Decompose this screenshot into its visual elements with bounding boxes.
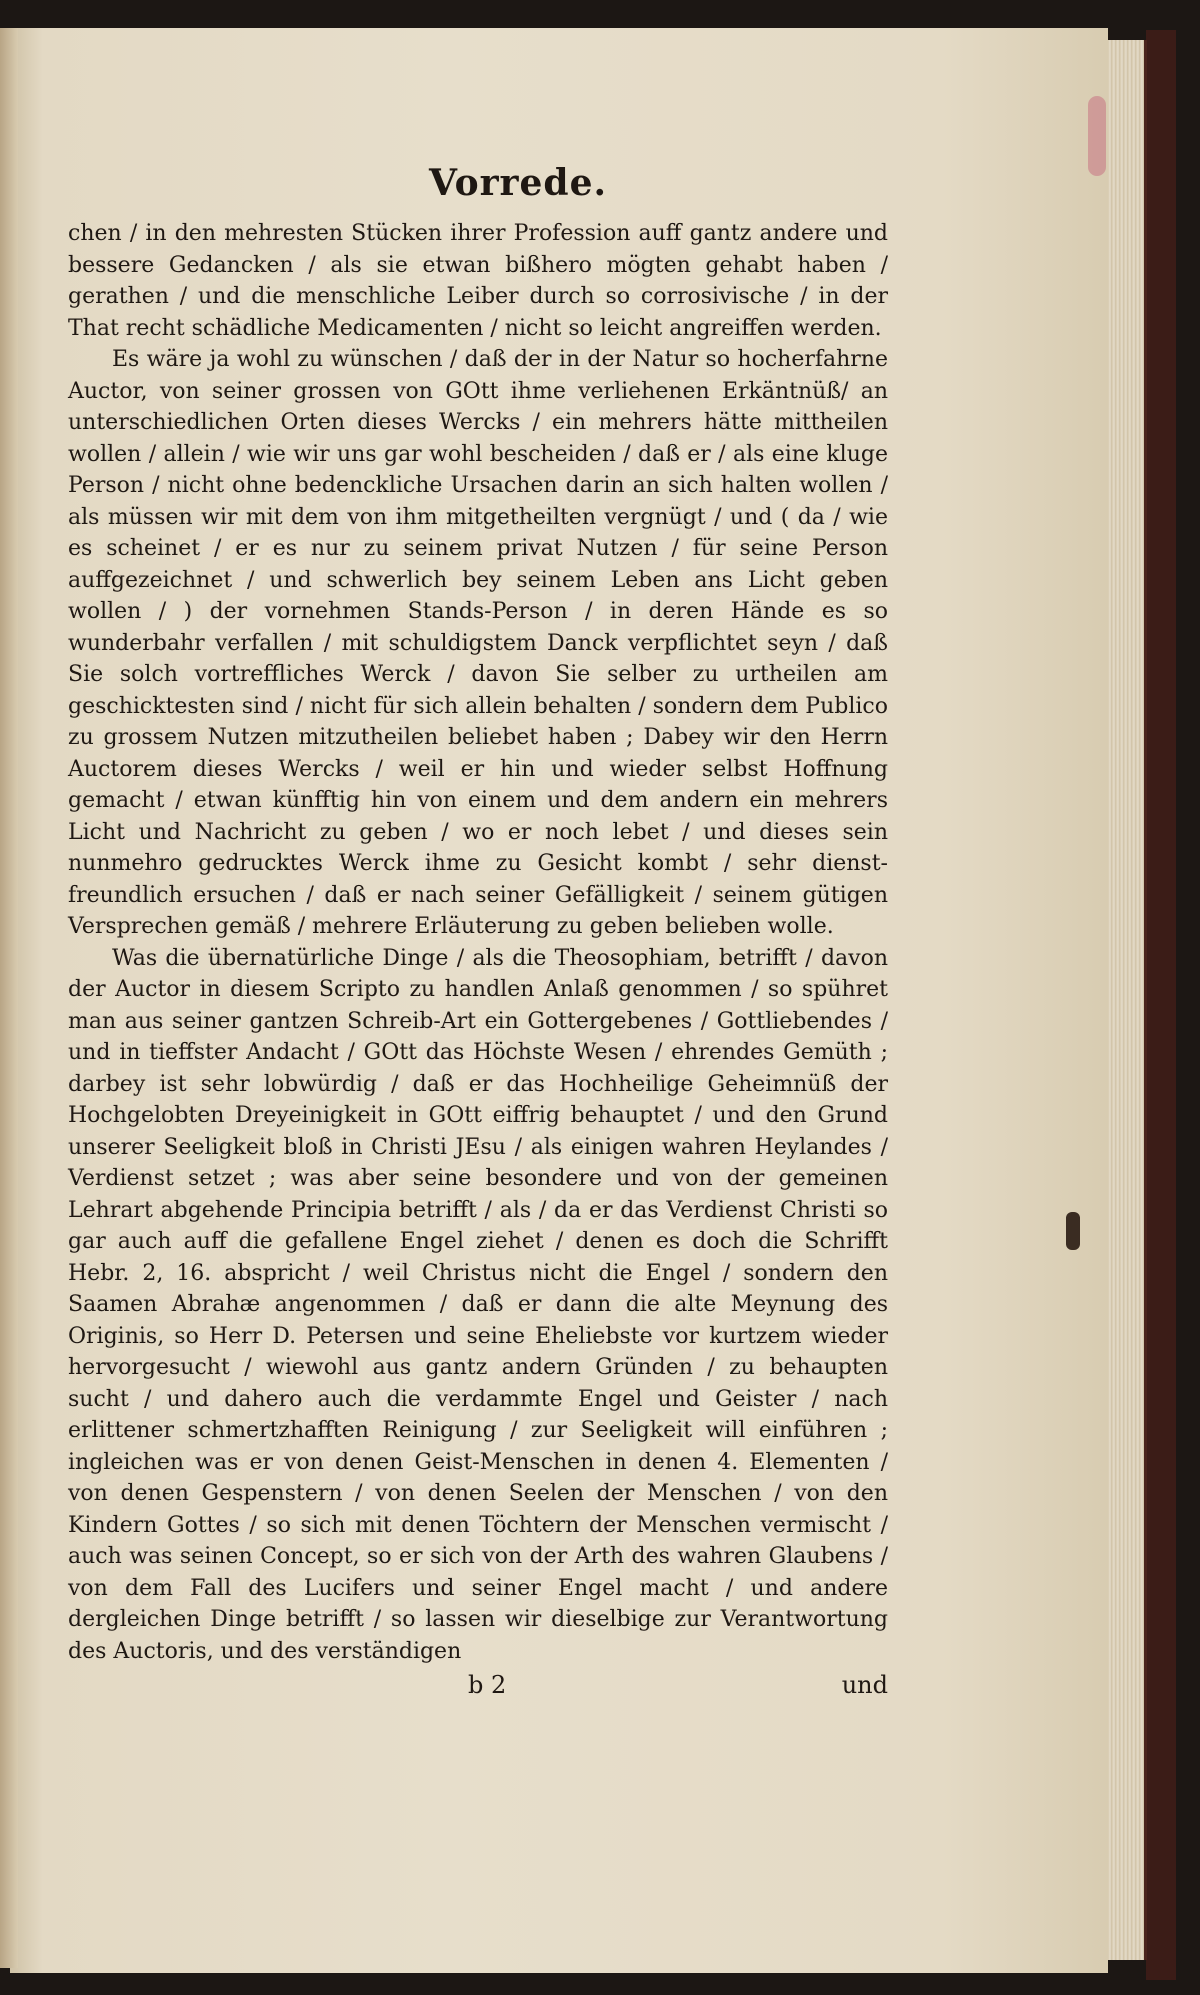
- paragraph: Es wäre ja wohl zu wünschen / daß der in der Natur so hocherfahrne Auctor, von seiner grossen von GOtt ihme verliehenen Erkäntnüß/ an unterschiedlichen Orten dieses Wercks / ein mehrers hätte mittheilen wollen / allein / wie wir uns gar wohl bescheiden / daß er / als eine kluge Person / nicht ohne bedenckliche Ursachen darin an sich halten wollen / als müssen wir mit dem von ihm mitgetheilten vergnügt / und ( da / wie es scheinet / er es nur zu seinem privat Nutzen / für seine Person auffgezeichnet / und schwerlich bey seinem Leben ans Licht geben wollen / ) der vornehmen Stands-Person / in deren Hände es so wunderbahr verfallen / mit schuldigstem Danck verpflichtet seyn / daß Sie solch vortreffliches Werck / davon Sie selber zu urtheilen am geschicktesten sind / nicht für sich allein behalten / sondern dem Publico zu grossem Nutzen mitzutheilen beliebet haben ; Dabey wir den Herrn Auctorem dieses Wercks / weil er hin und wieder selbst Hoffnung gemacht / etwan künfftig hin von einem und dem andern ein mehrers Licht und Nachricht zu geben / wo er noch lebet / und dieses sein nunmehro gedrucktes Werck ihme zu Gesicht kombt / sehr dienst-freundlich ersuchen / daß er nach seiner Gefälligkeit / seinem gütigen Versprechen gemäß / mehrere Erläuterung zu geben belieben wolle.: [68, 347, 888, 939]
- running-header: Vorrede.: [428, 162, 608, 204]
- catchword: und: [841, 1671, 888, 1699]
- page-stain: [1088, 96, 1106, 176]
- page-content: [68, 162, 888, 1705]
- body-text: [68, 218, 888, 1667]
- book-cover-edge: [1146, 30, 1176, 1980]
- margin-mark: [1066, 1212, 1080, 1250]
- signature-mark: b 2: [468, 1671, 507, 1699]
- paragraph: chen / in den mehresten Stücken ihrer Profession auff gantz andere und bessere Gedancken / als sie etwan bißhero mögten gehabt haben / gerathen / und die menschliche Leiber durch so corrosivische / in der That recht schädliche Medicamenten / nicht so leicht angreiffen werden.: [68, 221, 888, 341]
- page-footer: [68, 1671, 888, 1705]
- facing-page-edge: [0, 28, 18, 1968]
- paragraph: Was die übernatürliche Dinge / als die Theosophiam, betrifft / davon der Auctor in diesem Scripto zu handlen Anlaß genommen / so spühret man aus seiner gantzen Schreib-Art ein Gottergebenes / Gottliebendes / und in tieffster Andacht / GOtt das Höchste Wesen / ehrendes Gemüth ; darbey ist sehr lobwürdig / daß er das Hochheilige Geheimnüß der Hochgelobten Dreyeinigkeit in GOtt eiffrig behauptet / und den Grund unserer Seeligkeit bloß in Christi JEsu / als einigen wahren Heylandes / Verdienst setzet ; was aber seine besondere und von der gemeinen Lehrart abgehende Principia betrifft / als / da er das Verdienst Christi so gar auch auff die gefallene Engel ziehet / denen es doch die Schrifft Hebr. 2, 16. abspricht / weil Christus nicht die Engel / sondern den Saamen Abrahæ angenommen / daß er dann die alte Meynung des Originis, so Herr D. Petersen und seine Eheliebste vor kurtzem wieder hervorgesucht / wiewohl aus gantz andern Gründen / zu behaupten sucht / und dahero auch die verdammte Engel und Geister / nach erlittener schmertzhafften Reinigung / zur Seeligkeit will einführen ; ingleichen was er von denen Geist-Menschen in denen 4. Elementen / von denen Gespenstern / von denen Seelen der Menschen / von den Kindern Gottes / so sich mit denen Töchtern der Menschen vermischt / auch was seinen Concept, so er sich von der Arth des wahren Glaubens / von dem Fall des Lucifers und seiner Engel macht / und andere dergleichen Dinge betrifft / so lassen wir dieselbige zur Verantwortung des Auctoris, und des verständigen: [68, 945, 888, 1664]
